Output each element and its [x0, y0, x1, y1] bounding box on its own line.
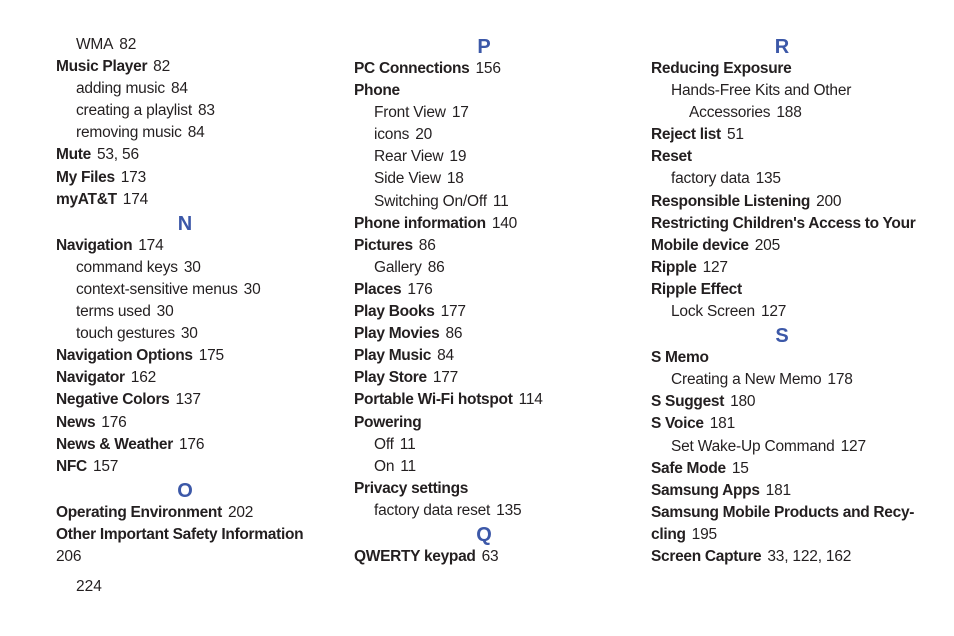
- index-term-entry: [651, 191, 931, 213]
- page-reference: 127: [840, 437, 866, 455]
- page-reference: 200: [816, 192, 842, 210]
- page-reference: 175: [198, 347, 224, 365]
- index-subterm: Hands-Free Kits and Other: [671, 82, 852, 100]
- page-reference: 11: [492, 192, 509, 210]
- index-term: Responsible Listening: [651, 192, 811, 210]
- index-term-entry: [354, 235, 614, 257]
- index-term: Reducing Exposure: [651, 60, 792, 77]
- index-subentry: [56, 34, 326, 56]
- page-reference: 157: [92, 457, 119, 475]
- index-subentry: [56, 257, 326, 279]
- index-term: Privacy settings: [354, 479, 469, 497]
- index-term-entry: [56, 144, 326, 166]
- index-term: Restricting Children's Access to Your: [651, 214, 916, 232]
- index-term-entry: [56, 524, 326, 546]
- index-term: My Files: [56, 168, 115, 186]
- section-letter: R: [774, 36, 790, 58]
- page-reference: 86: [418, 236, 436, 254]
- index-term-entry: [56, 235, 326, 257]
- page-reference: 18: [446, 170, 464, 188]
- index-term: Negative Colors: [56, 391, 170, 409]
- page-reference: 127: [760, 303, 787, 321]
- index-term: Play Books: [354, 303, 435, 321]
- index-subentry: [56, 100, 326, 122]
- index-subentry: [56, 546, 326, 568]
- page-reference: 180: [730, 393, 756, 411]
- index-subterm: Lock Screen: [671, 303, 755, 321]
- index-term-entry: [56, 56, 326, 78]
- index-term-entry: [354, 345, 614, 367]
- page-reference: 188: [776, 104, 802, 122]
- index-term-entry: [354, 323, 614, 345]
- index-subterm: touch gestures: [76, 325, 175, 343]
- index-subterm: factory data reset: [374, 501, 491, 519]
- page-reference: 114: [518, 391, 543, 409]
- index-term-entry: [56, 345, 326, 367]
- index-term: Safe Mode: [651, 459, 726, 477]
- index-term: Powering: [354, 413, 422, 431]
- page-reference: 174: [122, 190, 149, 208]
- index-subterm: Gallery: [374, 258, 422, 276]
- section-letter: P: [477, 36, 491, 58]
- page-reference: 86: [427, 258, 445, 276]
- page-reference: 137: [175, 391, 201, 409]
- index-subterm: icons: [374, 126, 410, 144]
- index-term-entry: [651, 546, 931, 568]
- page-reference: 177: [440, 303, 466, 321]
- page-reference: 176: [101, 413, 127, 431]
- index-subentry: [354, 500, 614, 522]
- index-term: Navigation Options: [56, 347, 193, 365]
- section-letter: O: [177, 479, 193, 502]
- index-subentry: [354, 191, 614, 213]
- index-subentry: [651, 102, 931, 124]
- page-reference: 135: [496, 501, 522, 519]
- index-subterm: context-sensitive menus: [76, 280, 238, 298]
- index-term: QWERTY keypad: [354, 547, 476, 565]
- index-term: News & Weather: [56, 435, 173, 453]
- index-term-entry: [651, 391, 931, 413]
- page-reference: 181: [765, 481, 791, 499]
- index-subterm: WMA: [76, 36, 114, 53]
- index-term-entry: [354, 389, 614, 411]
- index-subentry: [651, 80, 931, 102]
- page-reference: 82: [153, 58, 171, 76]
- index-subterm: creating a playlist: [76, 102, 192, 120]
- index-subterm: command keys: [76, 258, 178, 276]
- page-reference: 20: [415, 126, 433, 144]
- index-term-entry: [651, 524, 931, 546]
- index-term-entry: [651, 235, 931, 257]
- index-term-entry: [354, 279, 614, 301]
- index-subentry: [56, 279, 326, 301]
- index-term: S Memo: [651, 349, 709, 367]
- index-term: Navigator: [56, 369, 125, 387]
- index-term: Music Player: [56, 58, 148, 76]
- page-reference: 195: [691, 525, 717, 543]
- index-term-entry: [56, 434, 326, 456]
- index-column-2: [354, 34, 614, 568]
- index-term-entry: [651, 413, 931, 435]
- index-subterm: Off: [374, 435, 394, 453]
- index-subentry: [354, 434, 614, 456]
- index-term-entry: [56, 189, 326, 211]
- page-number: 224: [76, 578, 102, 595]
- page-reference: 30: [180, 325, 198, 343]
- index-term: Phone information: [354, 214, 486, 232]
- index-term: Samsung Mobile Products and Recy-: [651, 503, 915, 521]
- index-subterm: Accessories: [689, 104, 771, 122]
- index-term-entry: [651, 458, 931, 480]
- index-term: Reject list: [651, 126, 721, 144]
- page-reference: 140: [491, 214, 518, 232]
- index-term-entry: [651, 146, 931, 168]
- page-reference: 162: [130, 369, 157, 387]
- index-subentry: [56, 78, 326, 100]
- index-term-entry: [651, 347, 931, 369]
- page-reference: 53, 56: [96, 146, 139, 164]
- index-term: myAT&T: [56, 190, 117, 208]
- index-term: Play Store: [354, 369, 427, 387]
- index-term-entry: [56, 367, 326, 389]
- index-subterm: Creating a New Memo: [671, 371, 822, 389]
- page-reference: 82: [119, 36, 137, 53]
- index-subterm: adding music: [76, 80, 165, 98]
- index-term: Portable Wi-Fi hotspot: [354, 391, 513, 409]
- page-reference: 84: [437, 347, 454, 365]
- index-subentry: [354, 124, 614, 146]
- index-term: Other Important Safety Information: [56, 525, 304, 543]
- index-term: Play Music: [354, 347, 432, 365]
- index-term-entry: [56, 456, 326, 478]
- index-term-entry: [651, 58, 931, 80]
- index-subterm: 206: [56, 547, 82, 565]
- index-term: Operating Environment: [56, 503, 222, 521]
- index-term: S Suggest: [651, 393, 725, 411]
- index-term: Ripple Effect: [651, 280, 742, 298]
- section-letter: N: [177, 212, 193, 235]
- page-reference: 135: [755, 170, 781, 188]
- page-reference: 11: [400, 457, 416, 475]
- index-term: Screen Capture: [651, 547, 762, 565]
- index-subterm: removing music: [76, 124, 182, 142]
- page-reference: 17: [451, 104, 469, 122]
- page-reference: 177: [432, 369, 459, 387]
- index-term-entry: [56, 167, 326, 189]
- index-term-entry: [354, 80, 614, 102]
- index-term-entry: [56, 502, 326, 524]
- index-term: Pictures: [354, 236, 413, 254]
- index-subentry: [56, 301, 326, 323]
- index-subterm: terms used: [76, 303, 151, 321]
- page-reference: 15: [731, 459, 749, 477]
- index-term-entry: [651, 257, 931, 279]
- index-term: Places: [354, 280, 402, 298]
- section-letter: Q: [476, 523, 492, 546]
- page-reference: 202: [227, 503, 254, 521]
- index-column-1: [56, 34, 326, 568]
- index-subentry: [56, 323, 326, 345]
- index-term: Phone: [354, 82, 400, 100]
- index-subterm: Front View: [374, 104, 446, 122]
- index-term-entry: [651, 480, 931, 502]
- index-column-3: [651, 34, 931, 568]
- page-reference: 174: [138, 236, 164, 254]
- index-term-entry: [354, 478, 614, 500]
- index-subentry: [651, 369, 931, 391]
- index-subentry: [56, 122, 326, 144]
- index-term: Navigation: [56, 236, 133, 254]
- page-reference: 19: [449, 148, 467, 166]
- index-subterm: Rear View: [374, 148, 444, 166]
- page-reference: 181: [709, 415, 736, 433]
- index-subentry: [354, 456, 614, 478]
- index-term-entry: [651, 213, 931, 235]
- index-term-entry: [651, 502, 931, 524]
- index-subterm: On: [374, 457, 395, 475]
- index-term: Mute: [56, 146, 91, 164]
- page-reference: 156: [475, 60, 501, 77]
- index-term-entry: [354, 546, 614, 568]
- index-term-entry: [354, 412, 614, 434]
- page-reference: 51: [726, 126, 744, 144]
- index-subterm: Side View: [374, 170, 441, 188]
- page-reference: 173: [120, 168, 147, 186]
- index-term-entry: [651, 279, 931, 301]
- index-term-entry: [56, 412, 326, 434]
- index-term: PC Connections: [354, 60, 470, 77]
- page-reference: 178: [827, 371, 853, 389]
- index-term-entry: [354, 213, 614, 235]
- index-subentry: [651, 168, 931, 190]
- page-reference: 127: [702, 258, 728, 276]
- index-term: NFC: [56, 457, 87, 475]
- page-reference: 83: [197, 102, 215, 120]
- page-reference: 63: [481, 547, 499, 565]
- index-term-entry: [354, 58, 614, 80]
- page-reference: 176: [407, 280, 433, 298]
- index-subentry: [354, 168, 614, 190]
- page-reference: 33, 122, 162: [767, 547, 852, 565]
- section-letter: S: [775, 325, 789, 348]
- page-reference: 30: [156, 303, 174, 321]
- index-subentry: [651, 301, 931, 323]
- index-term: Mobile device: [651, 236, 749, 254]
- index-term-entry: [651, 124, 931, 146]
- index-term-entry: [56, 389, 326, 411]
- index-term: Samsung Apps: [651, 481, 760, 499]
- index-subterm: Set Wake-Up Command: [671, 437, 835, 455]
- index-term: Reset: [651, 148, 692, 166]
- index-subentry: [354, 146, 614, 168]
- index-subterm: Switching On/Off: [374, 192, 487, 210]
- page-reference: 11: [399, 435, 416, 453]
- index-term: cling: [651, 525, 686, 543]
- index-term: Play Movies: [354, 325, 440, 343]
- index-term: News: [56, 413, 96, 431]
- page-reference: 84: [170, 80, 188, 98]
- index-term-entry: [354, 367, 614, 389]
- index-subentry: [354, 102, 614, 124]
- index-term-entry: [354, 301, 614, 323]
- index-subentry: [354, 257, 614, 279]
- page-reference: 84: [187, 124, 205, 142]
- page-reference: 205: [754, 236, 781, 254]
- page-reference: 86: [445, 325, 463, 343]
- page-reference: 30: [243, 280, 261, 298]
- index-subentry: [651, 436, 931, 458]
- index-term: Ripple: [651, 258, 697, 276]
- index-term: S Voice: [651, 415, 704, 433]
- index-subterm: factory data: [671, 170, 750, 188]
- page-reference: 30: [183, 258, 201, 276]
- page-reference: 176: [178, 435, 205, 453]
